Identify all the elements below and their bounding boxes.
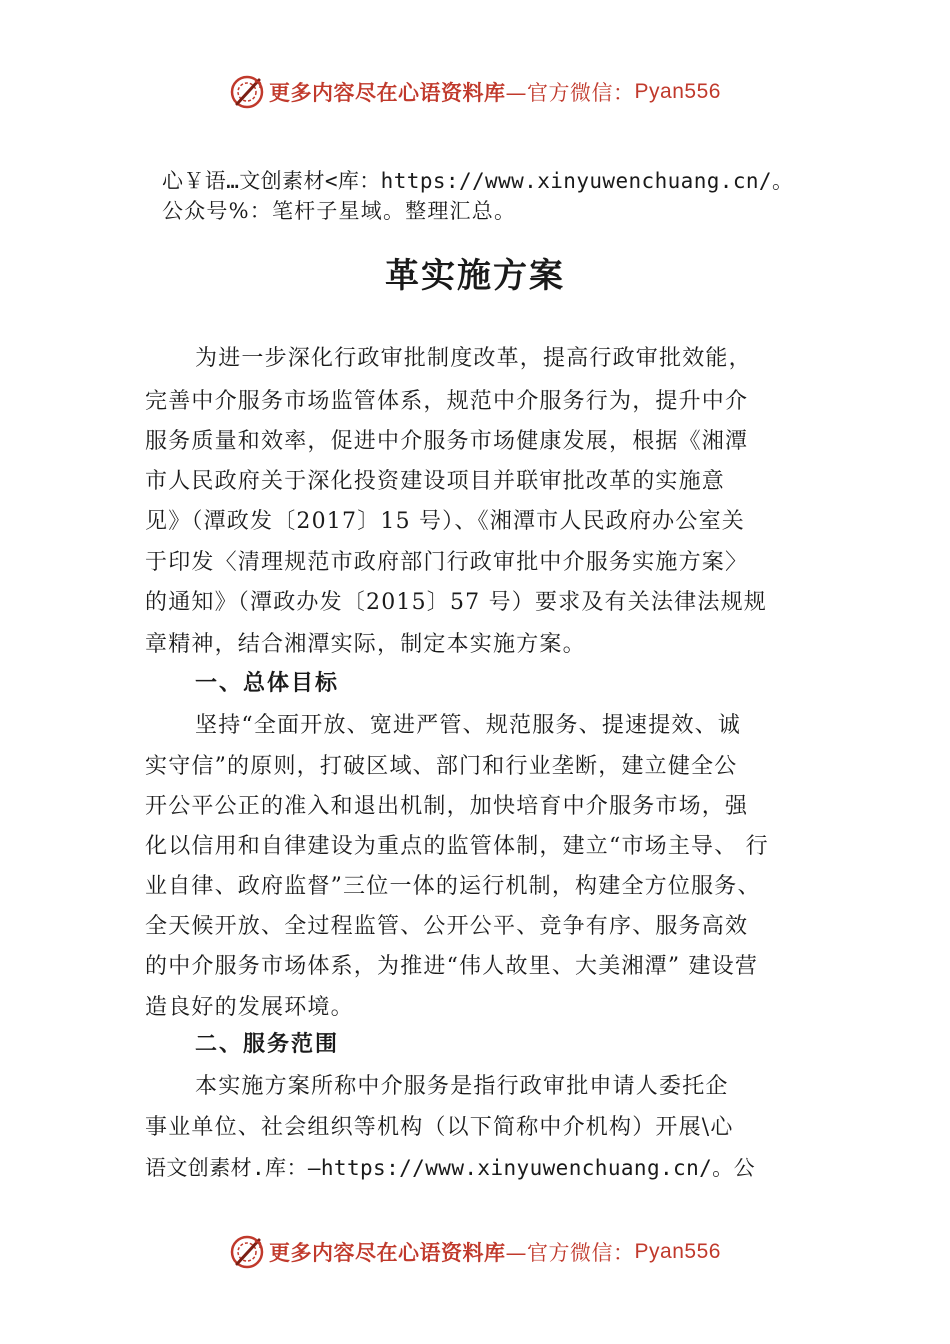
section1-line: 化以信用和自律建设为重点的监管体制，建立“市场主导、 行 [145, 834, 769, 859]
section1-line: 实守信”的原则，打破区域、部门和行业垄断，建立健全公 [145, 754, 738, 779]
intro-line: 于印发〈清理规范市政府部门行政审批中介服务实施方案〉 [145, 550, 749, 575]
intro-line: 市人民政府关于深化投资建设项目并联审批改革的实施意 [145, 469, 726, 494]
intro-line: 服务质量和效率，促进中介服务市场健康发展，根据《湘潭 [145, 429, 749, 454]
intro-line: 见》（潭政发〔2017〕15 号）、《湘潭市人民政府办公室关 [145, 509, 745, 534]
section-heading-goals: 一、总体目标 [195, 671, 340, 696]
section1-line: 坚持“全面开放、宽进严管、规范服务、提速提效、诚 [195, 713, 742, 738]
banner-wechat-id: Pyan556 [634, 80, 721, 103]
section-heading-scope: 二、服务范围 [195, 1032, 340, 1057]
section1-line: 全天候开放、全过程监管、公开公平、竞争有序、服务高效 [145, 914, 749, 939]
section2-line: 事业单位、社会组织等机构（以下简称中介机构）开展\心 [145, 1115, 734, 1140]
header-note-line-1: 心￥语…文创素材<库：https://www.xinyuwenchuang.cn/。 [162, 169, 794, 193]
section1-line: 开公平公正的准入和退出机制，加快培育中介服务市场，强 [145, 794, 749, 819]
document-title: 革实施方案 [385, 256, 565, 296]
footer-banner [0, 1230, 950, 1274]
intro-line: 为进一步深化行政审批制度改革，提高行政审批效能， [195, 346, 752, 371]
section1-line: 造良好的发展环境。 [145, 995, 354, 1020]
banner-main-text: 更多内容尽在心语资料库 [269, 1240, 506, 1265]
section2-line: 语文创素材.库：—https://www.xinyuwenchuang.cn/。公 [145, 1156, 755, 1180]
banner-contact-label: —官方微信： [505, 81, 635, 105]
section1-line: 业自律、政府监督”三位一体的运行机制，构建全方位服务、 [145, 874, 761, 899]
banner-main-text: 更多内容尽在心语资料库 [269, 80, 506, 105]
banner-contact-label: —官方微信： [505, 1241, 635, 1265]
intro-line: 章精神，结合湘潭实际，制定本实施方案。 [145, 632, 586, 657]
section2-line: 本实施方案所称中介服务是指行政审批申请人委托企 [195, 1074, 729, 1099]
header-banner [0, 70, 950, 114]
quill-seal-icon [229, 1234, 265, 1270]
intro-line: 完善中介服务市场监管体系，规范中介服务行为，提升中介 [145, 389, 749, 414]
section1-line: 的中介服务市场体系，为推进“伟人故里、大美湘潭” 建设营 [145, 954, 759, 979]
banner-wechat-id: Pyan556 [634, 1240, 721, 1263]
intro-line: 的通知》（潭政办发〔2015〕57 号）要求及有关法律法规规 [145, 590, 767, 615]
header-note-line-2: 公众号%：笔杆子星域。整理汇总。 [162, 199, 517, 223]
quill-seal-icon [229, 74, 265, 110]
